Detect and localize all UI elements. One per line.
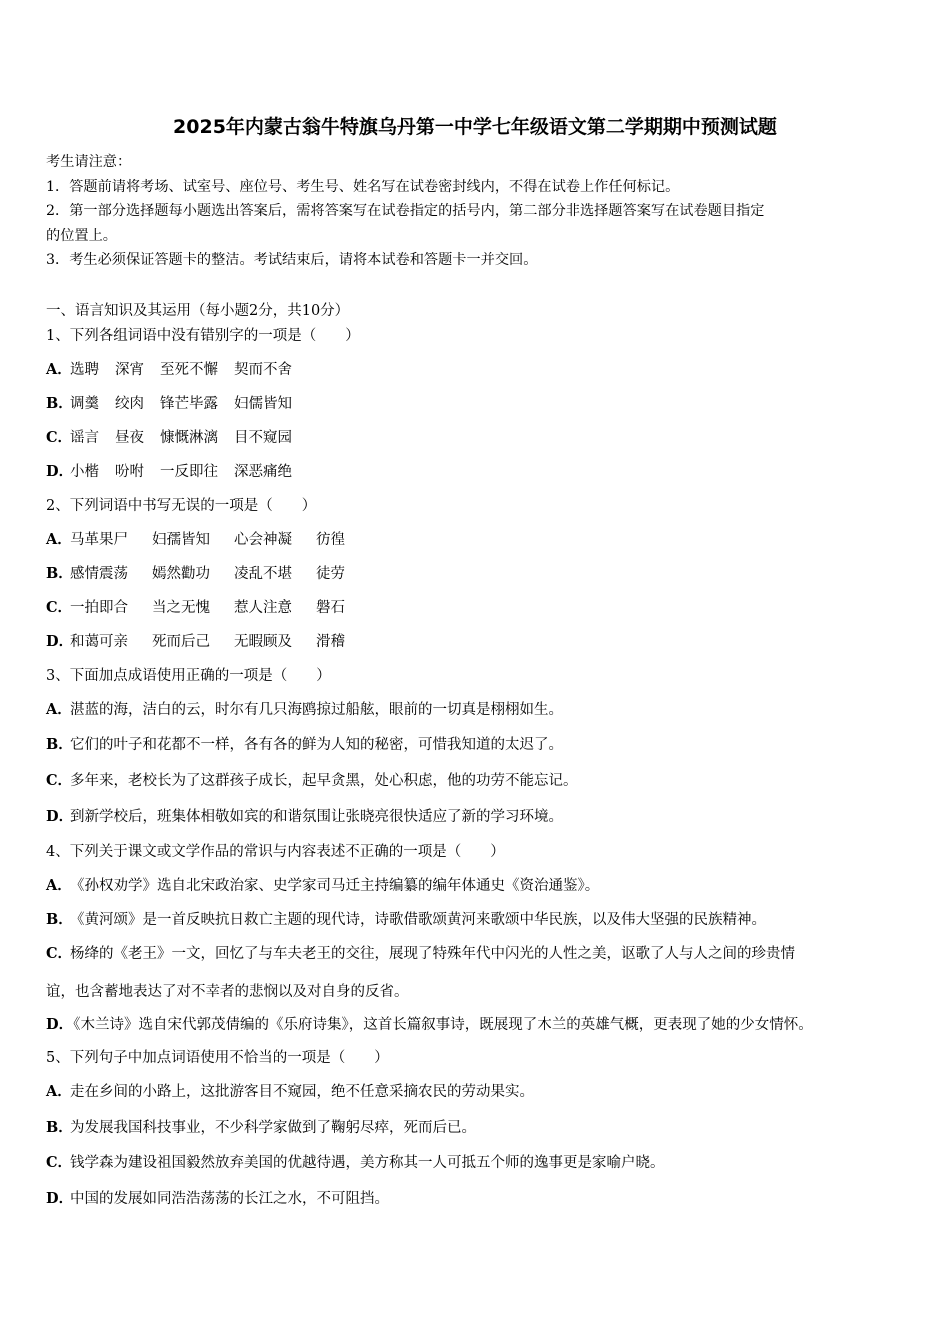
option-word: 调羹 [70, 396, 99, 412]
option-word: 和蔼可亲 [70, 634, 128, 650]
option-row [46, 733, 926, 754]
question-stem: 1、下列各组词语中没有错别字的一项是（ ） [46, 328, 360, 344]
option-word: 妇孺皆知 [152, 532, 210, 548]
option-letter: D． [46, 808, 74, 825]
option-letter: C． [46, 945, 73, 962]
option-row [46, 358, 926, 379]
option-word: 目不窥园 [234, 430, 292, 446]
option-row [46, 1116, 926, 1137]
option-row [46, 698, 926, 719]
option-letter: C． [46, 772, 73, 789]
option-text: 《木兰诗》选自宋代郭茂倩编的《乐府诗集》，这首长篇叙事诗，既展现了木兰的英雄气概，更表现了她的少女情怀。 [66, 1017, 813, 1033]
option-row [46, 1080, 926, 1101]
question-stem: 5、下列句子中加点词语使用不恰当的一项是（ ） [46, 1050, 389, 1066]
option-word: 惹人注意 [234, 600, 292, 616]
option-letter: C． [46, 599, 73, 616]
option-word: 滑稽 [316, 634, 345, 650]
question-stem: 2、下列词语中书写无误的一项是（ ） [46, 498, 317, 514]
option-word: 心会神凝 [234, 532, 292, 548]
question-stem: 4、下列关于课文或文学作品的常识与内容表述不正确的一项是（ ） [46, 844, 505, 860]
option-word: 深宵 [115, 362, 144, 378]
option-word: 徒劳 [316, 566, 345, 582]
option-row [46, 630, 926, 651]
option-letter: A． [46, 877, 72, 894]
option-text: 走在乡间的小路上，这批游客目不窥园，绝不任意采摘农民的劳动果实。 [70, 1084, 534, 1100]
option-letter: C． [46, 1154, 73, 1171]
option-text: 钱学森为建设祖国毅然放弃美国的优越待遇，美方称其一人可抵五个师的逸事更是家喻户晓。 [70, 1155, 665, 1171]
option-letter: A． [46, 701, 72, 718]
option-text: 《孙权劝学》选自北宋政治家、史学家司马迁主持编纂的编年体通史《资治通鉴》。 [70, 878, 600, 894]
option-letter: A． [46, 531, 72, 548]
option-text: 中国的发展如同浩浩荡荡的长江之水，不可阻挡。 [70, 1191, 389, 1207]
option-word: 马革果尸 [70, 532, 128, 548]
option-word: 一反即往 [160, 464, 218, 480]
notice-item: 1．答题前请将考场、试室号、座位号、考生号、姓名写在试卷密封线内，不得在试卷上作任何标记。 [46, 178, 680, 195]
option-letter: B． [46, 736, 73, 753]
option-row [46, 528, 926, 549]
option-row [46, 1151, 926, 1172]
option-word: 绞肉 [115, 396, 144, 412]
option-text: 到新学校后，班集体相敬如宾的和谐氛围让张晓亮很快适应了新的学习环境。 [70, 809, 563, 825]
option-word: 一拍即合 [70, 600, 128, 616]
option-word: 妇儒皆知 [234, 396, 292, 412]
option-row [46, 942, 926, 963]
option-word: 凌乱不堪 [234, 566, 292, 582]
option-word: 深恶痛绝 [234, 464, 292, 480]
option-word: 彷徨 [316, 532, 345, 548]
option-word: 死而后己 [152, 634, 210, 650]
option-word: 昼夜 [115, 430, 144, 446]
option-letter: B． [46, 565, 73, 582]
option-letter: D． [46, 1190, 74, 1207]
option-text: 为发展我国科技事业，不少科学家做到了鞠躬尽瘁，死而后已。 [70, 1120, 476, 1136]
option-row [46, 392, 926, 413]
option-word: 嫣然勸功 [152, 566, 210, 582]
option-word: 当之无愧 [152, 600, 210, 616]
option-word: 小楷 [70, 464, 99, 480]
option-word: 感情震荡 [70, 566, 128, 582]
option-word: 吩咐 [115, 464, 144, 480]
option-letter: A． [46, 361, 72, 378]
option-text-continuation: 谊，也含蓄地表达了对不幸者的悲悯以及对自身的反省。 [46, 984, 409, 1000]
option-word: 无暇顾及 [234, 634, 292, 650]
option-letter: C． [46, 429, 73, 446]
option-letter: B． [46, 395, 73, 412]
option-row [46, 460, 926, 481]
question-stem: 3、下面加点成语使用正确的一项是（ ） [46, 668, 331, 684]
option-text: 《黄河颂》是一首反映抗日救亡主题的现代诗，诗歌借歌颂黄河来歌颂中华民族，以及伟大坚强的民族精神。 [70, 912, 766, 928]
option-text: 湛蓝的海，洁白的云，时尔有几只海鸥掠过船舷，眼前的一切真是栩栩如生。 [70, 702, 563, 718]
option-row [46, 769, 926, 790]
option-word: 选聘 [70, 362, 99, 378]
option-word: 锋芒毕露 [160, 396, 218, 412]
option-row [46, 596, 926, 617]
option-letter: D． [46, 463, 74, 480]
option-letter: D． [46, 1016, 74, 1033]
option-letter: B． [46, 911, 73, 928]
option-letter: B． [46, 1119, 73, 1136]
option-row [46, 426, 926, 447]
option-word: 谣言 [70, 430, 99, 446]
option-text: 杨绛的《老王》一文，回忆了与车夫老王的交往，展现了特殊年代中闪光的人性之美，讴歌了人与人之间的珍贵情 [70, 946, 795, 962]
option-row [46, 1013, 926, 1034]
notice-item: 的位置上。 [46, 227, 117, 244]
option-row [46, 908, 926, 929]
notice-item: 3．考生必须保证答题卡的整洁。考试结束后，请将本试卷和答题卡一并交回。 [46, 252, 538, 268]
option-row [46, 805, 926, 826]
option-letter: D． [46, 633, 74, 650]
option-row [46, 1187, 926, 1208]
option-word: 契而不舍 [234, 362, 292, 378]
option-word: 磐石 [316, 600, 345, 616]
option-row [46, 562, 926, 583]
section-heading: 一、语言知识及其运用（每小题2分，共10分） [46, 303, 350, 319]
option-word: 至死不懈 [160, 362, 218, 378]
notice-block [46, 150, 916, 273]
notice-heading: 考生请注意： [46, 154, 132, 170]
notice-item: 2．第一部分选择题每小题选出答案后，需将答案写在试卷指定的括号内，第二部分非选择题答案写在试卷题目指定 [46, 203, 765, 219]
option-letter: A． [46, 1083, 72, 1100]
option-text: 多年来，老校长为了这群孩子成长，起早贪黑，处心积虑，他的功劳不能忘记。 [70, 773, 578, 789]
option-text: 它们的叶子和花都不一样，各有各的鲜为人知的秘密，可惜我知道的太迟了。 [70, 737, 563, 753]
option-row [46, 874, 926, 895]
page-title: 2025年内蒙古翁牛特旗乌丹第一中学七年级语文第二学期期中预测试题 [173, 116, 777, 138]
option-word: 慷慨淋漓 [160, 430, 218, 446]
